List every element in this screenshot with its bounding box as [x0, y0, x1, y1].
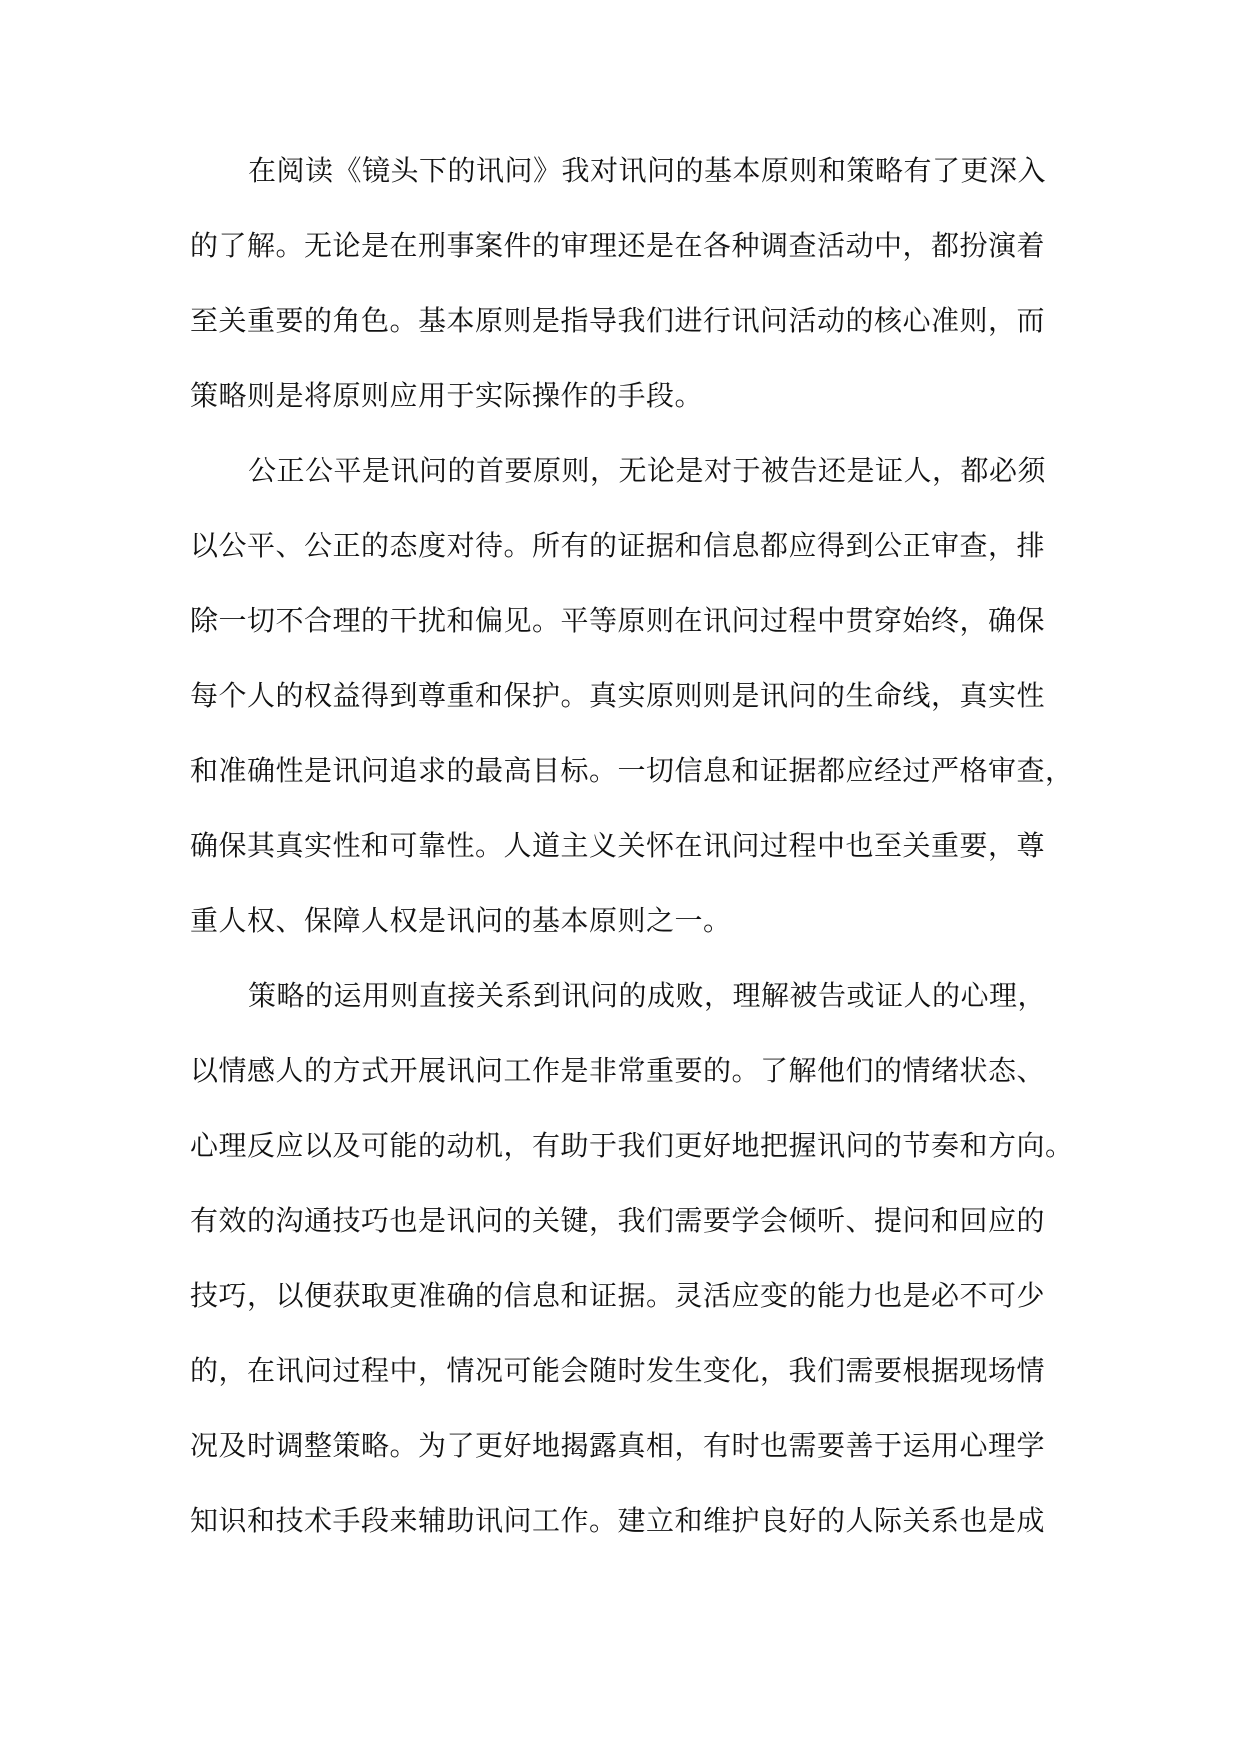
- text-line: 策略则是将原则应用于实际操作的手段。: [190, 379, 704, 412]
- text-line: 至关重要的角色。基本原则是指导我们进行讯问活动的核心准则，而: [190, 304, 1046, 337]
- text-line: 重人权、保障人权是讯问的基本原则之一。: [190, 904, 732, 937]
- text-line: 确保其真实性和可靠性。人道主义关怀在讯问过程中也至关重要，尊: [190, 829, 1046, 862]
- paragraph-3: [190, 970, 1074, 1570]
- text-line: 除一切不合理的干扰和偏见。平等原则在讯问过程中贯穿始终，确保: [190, 604, 1046, 637]
- text-line: 心理反应以及可能的动机，有助于我们更好地把握讯问的节奏和方向。: [190, 1129, 1074, 1162]
- text-line: 的了解。无论是在刑事案件的审理还是在各种调查活动中，都扮演着: [190, 229, 1046, 262]
- text-line: 有效的沟通技巧也是讯问的关键，我们需要学会倾听、提问和回应的: [190, 1204, 1046, 1237]
- paragraph-1: [190, 145, 1060, 445]
- text-line: 以公平、公正的态度对待。所有的证据和信息都应得到公正审查，排: [190, 529, 1046, 562]
- text-line: 每个人的权益得到尊重和保护。真实原则则是讯问的生命线，真实性: [190, 679, 1046, 712]
- text-line: 知识和技术手段来辅助讯问工作。建立和维护良好的人际关系也是成: [190, 1504, 1046, 1537]
- text-line: 在阅读《镜头下的讯问》我对讯问的基本原则和策略有了更深入: [248, 154, 1047, 187]
- text-line: 公正公平是讯问的首要原则，无论是对于被告还是证人，都必须: [248, 454, 1047, 487]
- text-line: 技巧，以便获取更准确的信息和证据。灵活应变的能力也是必不可少: [190, 1279, 1046, 1312]
- text-line: 的，在讯问过程中，情况可能会随时发生变化，我们需要根据现场情: [190, 1354, 1046, 1387]
- text-line: 以情感人的方式开展讯问工作是非常重要的。了解他们的情绪状态、: [190, 1054, 1046, 1087]
- text-line: 策略的运用则直接关系到讯问的成败，理解被告或证人的心理，: [248, 979, 1047, 1012]
- body-text: [190, 145, 1074, 1570]
- text-line: 况及时调整策略。为了更好地揭露真相，有时也需要善于运用心理学: [190, 1429, 1046, 1462]
- paragraph-2: [190, 445, 1074, 970]
- text-line: 和准确性是讯问追求的最高目标。一切信息和证据都应经过严格审查，: [190, 754, 1074, 787]
